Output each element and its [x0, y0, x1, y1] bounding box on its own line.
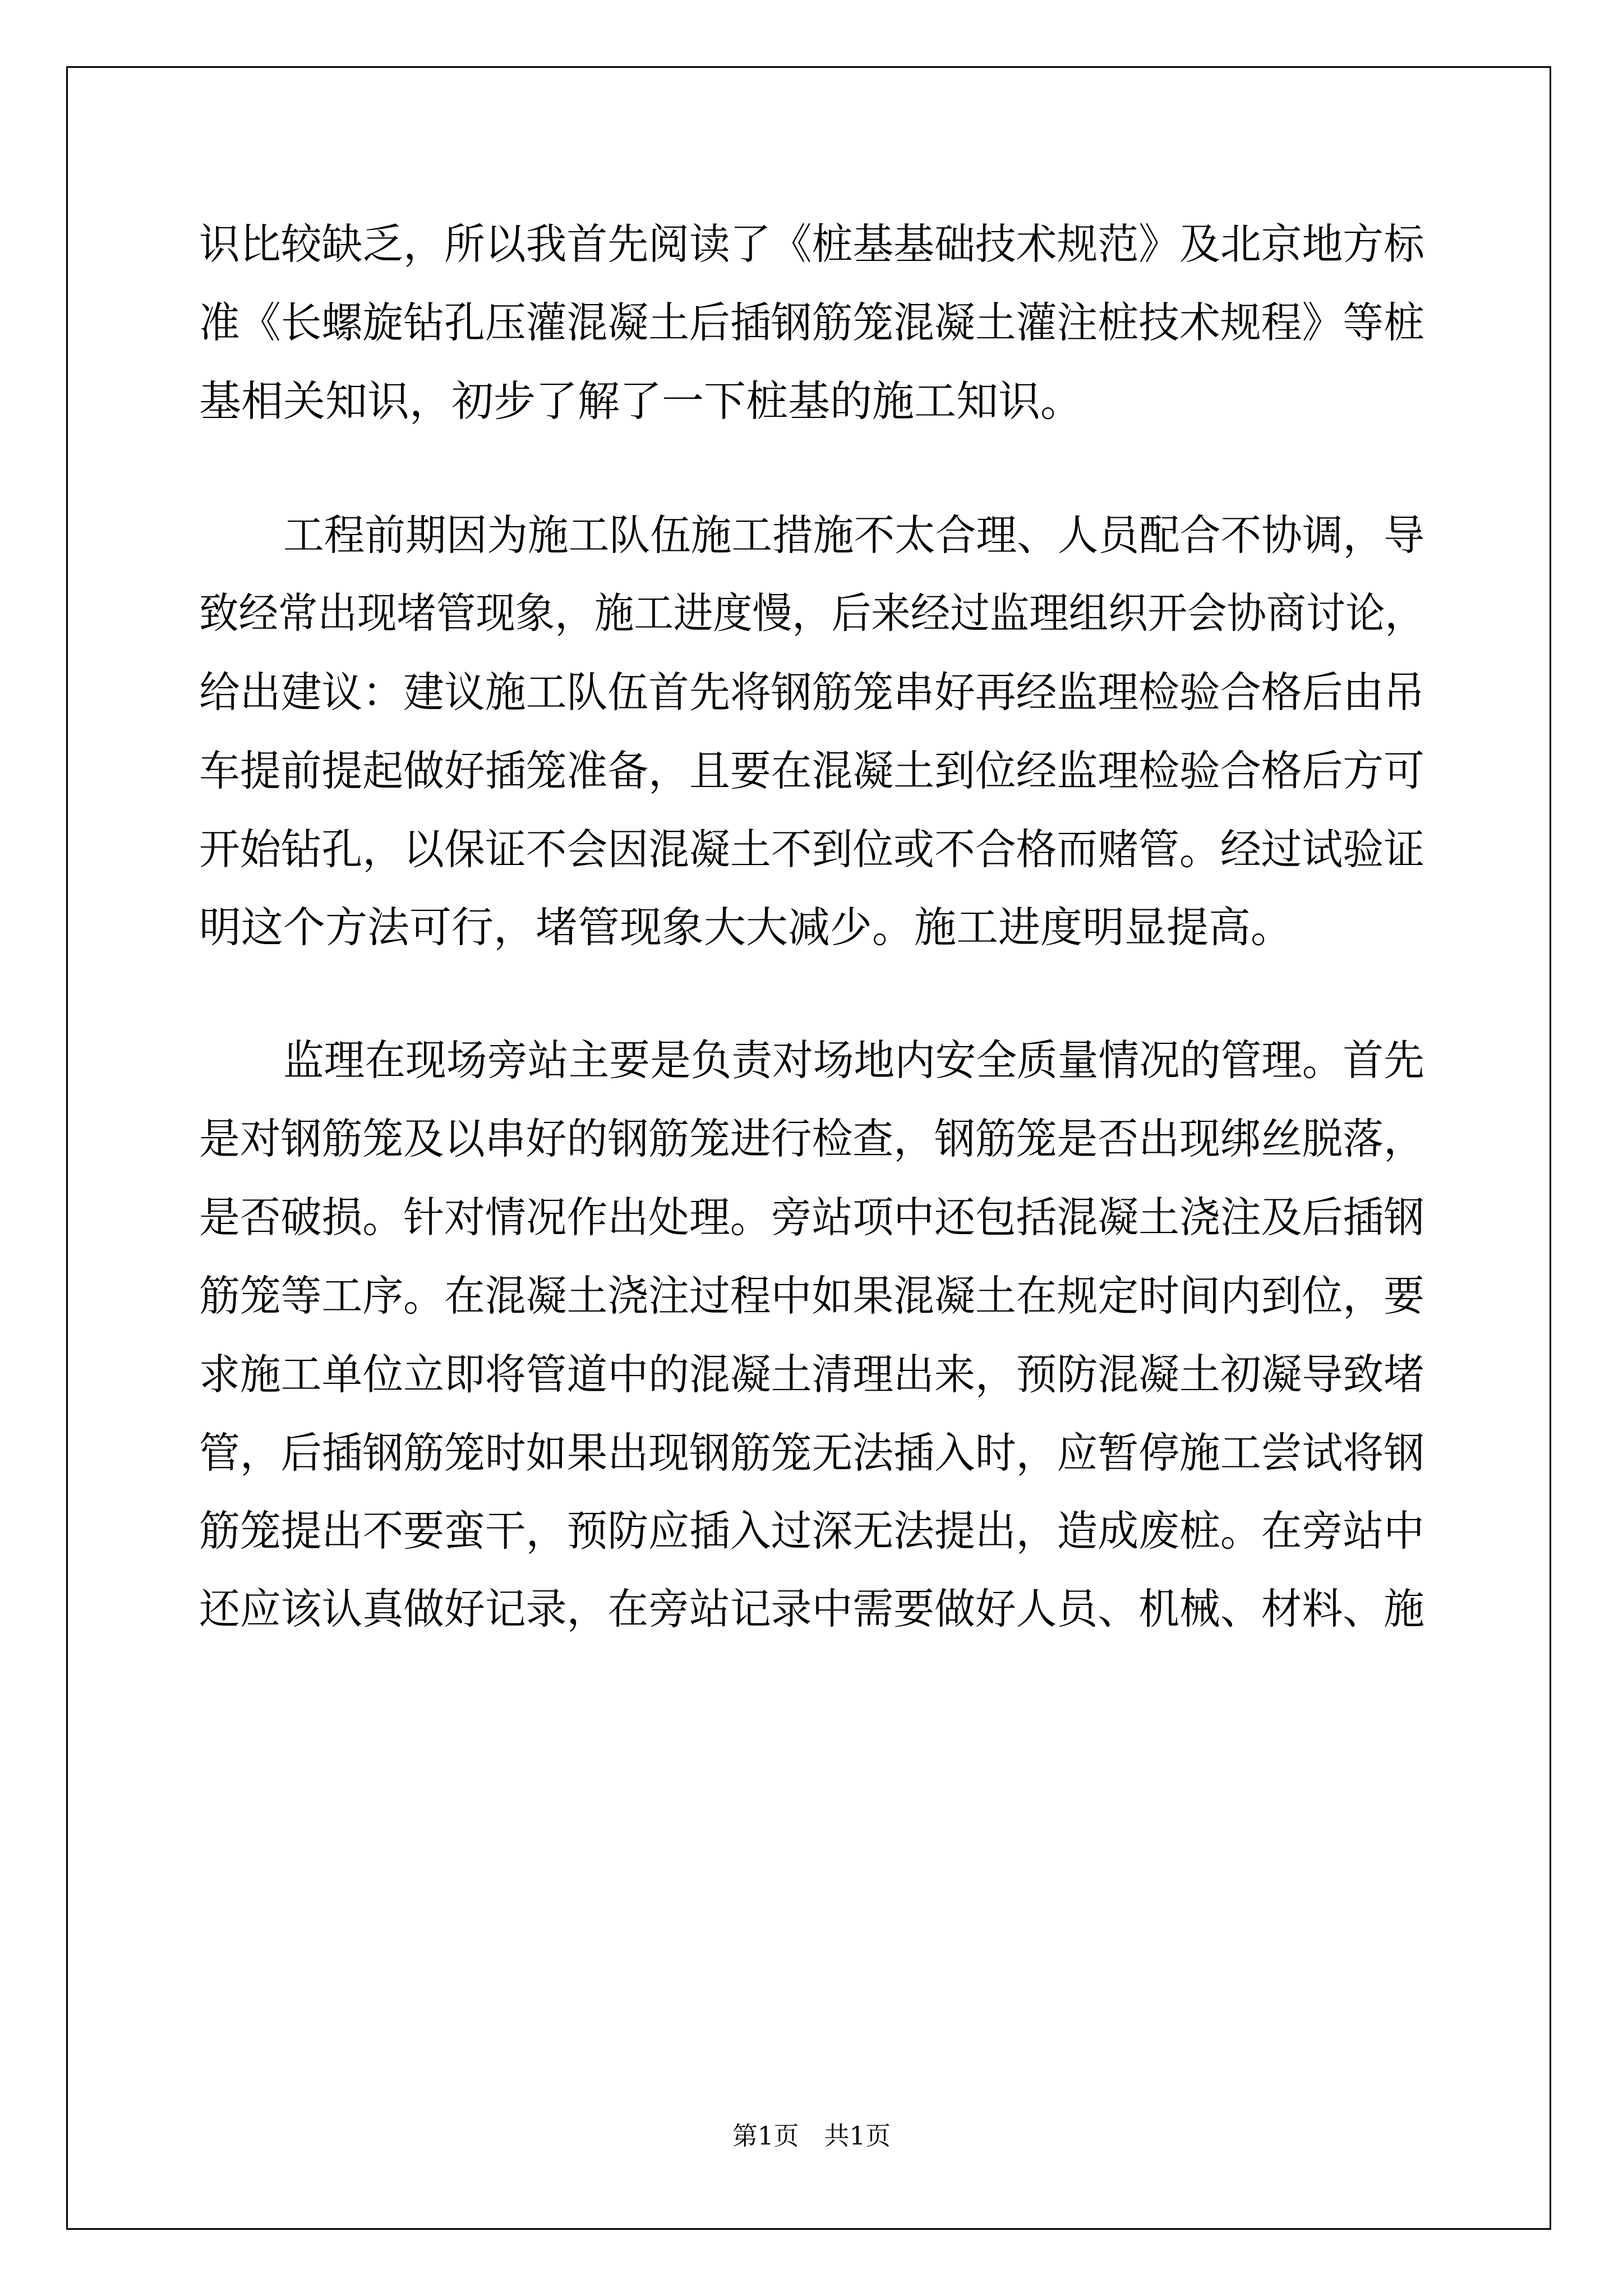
text-line-content: 开始钻孔，以保证不会因混凝土不到位或不合格而赌管。经过试验证: [199, 825, 1424, 874]
text-line-content: 识比较缺乏，所以我首先阅读了《桩基基础技术规范》及北京地方标: [199, 219, 1424, 269]
text-line-content: 管，后插钢筋笼时如果出现钢筋笼无法插入时，应暂停施工尝试将钢: [199, 1428, 1424, 1478]
text-line-content: 准《长螺旋钻孔压灌混凝土后插钢筋笼混凝土灌注桩技术规程》等桩: [199, 298, 1424, 347]
text-line-content: 工程前期因为施工队伍施工措施不太合理、人员配合不协调，导: [283, 510, 1424, 560]
text-line-content: 筋笼等工序。在混凝土浇注过程中如果混凝土在规定时间内到位，要: [199, 1271, 1424, 1320]
text-line-content: 明这个方法可行，堵管现象大大减少。施工进度明显提高。: [199, 903, 1293, 952]
text-line-content: 监理在现场旁站主要是负责对场地内安全质量情况的管理。首先: [283, 1036, 1424, 1085]
text-line-content: 是对钢筋笼及以串好的钢筋笼进行检查，钢筋笼是否出现绑丝脱落，: [199, 1114, 1424, 1163]
text-line-content: 筋笼提出不要蛮干，预防应插入过深无法提出，造成废桩。在旁站中: [199, 1506, 1424, 1556]
text-line-content: 车提前提起做好插笼准备，且要在混凝土到位经监理检验合格后方可: [199, 746, 1424, 795]
page-number-footer: 第1页 共1页: [732, 2121, 891, 2151]
text-line-content: 基相关知识，初步了解了一下桩基的施工知识。: [199, 376, 1083, 426]
text-line-content: 还应该认真做好记录，在旁站记录中需要做好人员、机械、材料、施: [199, 1584, 1424, 1634]
text-line-content: 致经常出现堵管现象，施工进度慢，后来经过监理组织开会协商讨论，: [199, 588, 1425, 638]
text-line-content: 是否破损。针对情况作出处理。旁站项中还包括混凝土浇注及后插钢: [199, 1193, 1424, 1242]
text-line-content: 给出建议：建议施工队伍首先将钢筋笼串好再经监理检验合格后由吊: [199, 668, 1424, 717]
text-line-content: 求施工单位立即将管道中的混凝土清理出来，预防混凝土初凝导致堵: [199, 1350, 1424, 1399]
